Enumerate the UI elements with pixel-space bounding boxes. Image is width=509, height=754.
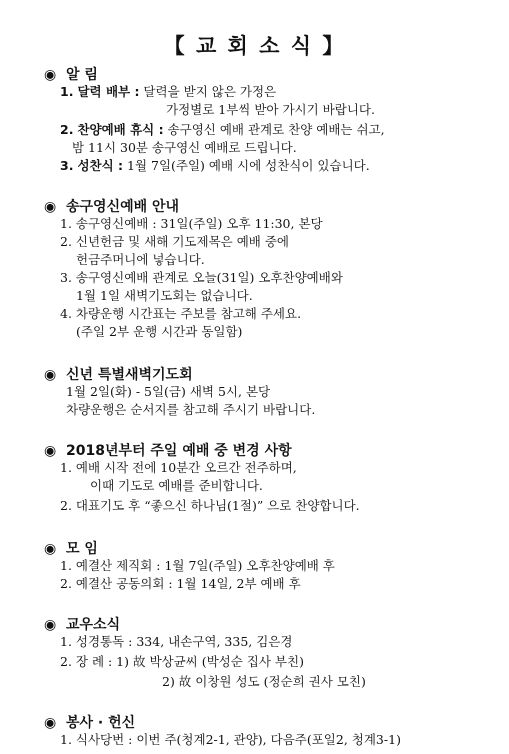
bullet-icon: ◉ (44, 715, 57, 731)
list-item: 차량운행은 순서지를 참고해 주시기 바랍니다. (66, 402, 316, 417)
list-item: 1월 1일 새벽기도회는 없습니다. (76, 288, 253, 303)
list-item: 1. 예결산 제직회 : 1월 7일(주일) 오후찬양예배 후 (60, 558, 335, 573)
list-item: 1. 예배 시작 전에 10분간 오르간 전주하며, (60, 460, 297, 475)
section-heading-member-news: ◉ 교우소식 (44, 617, 121, 633)
section-heading-dawn-prayer: ◉ 신년 특별새벽기도회 (44, 367, 193, 383)
list-item: 2) 故 이창원 성도 (정순희 권사 모친) (162, 674, 366, 689)
list-item: (주일 2부 운행 시간과 동일함) (76, 324, 243, 339)
list-item: 1. 성경통독 : 334, 내손구역, 335, 김은경 (60, 634, 293, 649)
list-item: 헌금주머니에 넣습니다. (76, 252, 205, 267)
notice-item-2-cont: 밤 11시 30분 송구영신 예배로 드립니다. (72, 140, 297, 155)
notice-item-1: 1. 달력 배부 : 달력을 받지 않은 가정은 (60, 84, 277, 99)
list-item: 1월 2일(화) - 5일(금) 새벽 5시, 본당 (66, 384, 271, 399)
list-item: 4. 차량운행 시간표는 주보를 참고해 주세요. (60, 306, 302, 321)
page-title: 【 교 회 소 식 】 (163, 34, 346, 58)
list-item: 2. 장 례 : 1) 故 박상균씨 (박성순 집사 부친) (60, 654, 304, 669)
section-heading-worship-changes: ◉ 2018년부터 주일 예배 중 변경 사항 (44, 443, 292, 459)
list-item: 1. 식사당번 : 이번 주(청계2-1, 관양), 다음주(포일2, 청계3-1) (60, 732, 401, 747)
section-heading-notices: ◉ 알 림 (44, 67, 98, 83)
bullet-icon: ◉ (44, 443, 57, 459)
list-item: 2. 대표기도 후 “좋으신 하나님(1절)” 으로 찬양합니다. (60, 498, 360, 513)
section-heading-meetings: ◉ 모 임 (44, 541, 98, 557)
bullet-icon: ◉ (44, 617, 57, 633)
list-item: 1. 송구영신예배 : 31일(주일) 오후 11:30, 본당 (60, 216, 323, 231)
list-item: 2. 예결산 공동의회 : 1월 14일, 2부 예배 후 (60, 576, 301, 591)
bullet-icon: ◉ (44, 199, 57, 215)
bullet-icon: ◉ (44, 541, 57, 557)
bullet-icon: ◉ (44, 67, 57, 83)
list-item: 2. 신년헌금 및 새해 기도제목은 예배 중에 (60, 234, 289, 249)
section-heading-service: ◉ 봉사 · 헌신 (44, 715, 136, 731)
list-item: 3. 송구영신예배 관계로 오늘(31일) 오후찬양예배와 (60, 270, 343, 285)
bullet-icon: ◉ (44, 367, 57, 383)
list-item: 이때 기도로 예배를 준비합니다. (90, 478, 263, 493)
notice-item-1-cont: 가정별로 1부씩 받아 가시기 바랍니다. (166, 102, 375, 117)
section-heading-newyear-service: ◉ 송구영신예배 안내 (44, 199, 180, 215)
notice-item-2: 2. 찬양예배 휴식 : 송구영신 예배 관계로 찬양 예배는 쉬고, (60, 122, 385, 137)
notice-item-3: 3. 성찬식 : 1월 7일(주일) 예배 시에 성찬식이 있습니다. (60, 158, 370, 173)
